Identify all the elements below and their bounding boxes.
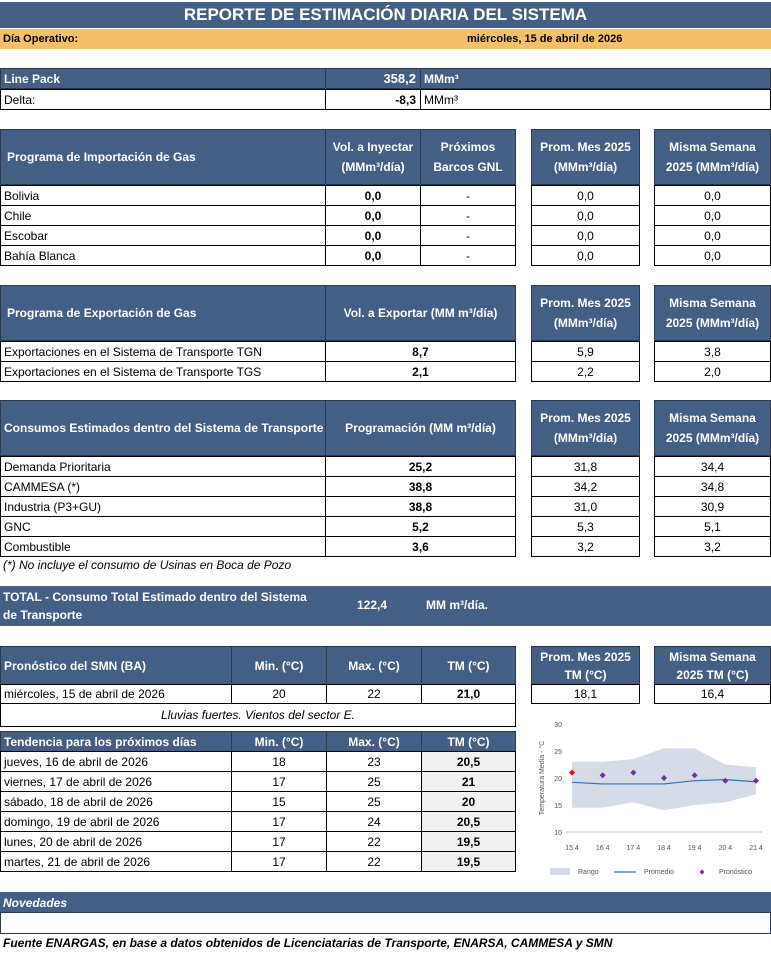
import-row-name: Chile xyxy=(0,205,326,226)
trend-row-min: 17 xyxy=(231,811,327,832)
import-title: Programa de Importación de Gas xyxy=(0,129,326,185)
consumo-row-prom: 31,8 xyxy=(531,456,640,477)
smn-today-date: miércoles, 15 de abril de 2026 xyxy=(0,684,232,704)
chart-y-tick: 25 xyxy=(554,749,562,756)
novedades-header: Novedades xyxy=(0,892,771,913)
trend-row-max: 22 xyxy=(326,831,422,852)
trend-row-max: 23 xyxy=(326,751,422,772)
import-col-prom: Prom. Mes 2025 (MMm³/día) xyxy=(531,129,640,185)
consumo-row-prom: 31,0 xyxy=(531,496,640,517)
chart-legend-average-label: Promedio xyxy=(644,869,674,876)
report-title: REPORTE DE ESTIMACIÓN DIARIA DEL SISTEMA xyxy=(0,2,771,28)
import-row-prom: 0,0 xyxy=(531,225,640,246)
import-row-ships: - xyxy=(420,245,516,266)
trend-row-date: martes, 21 de abril de 2026 xyxy=(0,851,232,872)
total-unit: MM m³/día. xyxy=(426,598,488,612)
operative-day-label: Día Operativo: xyxy=(3,33,79,45)
consumo-row-name: CAMMESA (*) xyxy=(0,476,326,497)
trend-row-date: viernes, 17 de abril de 2026 xyxy=(0,771,232,792)
novedades-body xyxy=(0,912,771,934)
consumo-row-prom: 3,2 xyxy=(531,536,640,557)
export-col-vol: Vol. a Exportar (MM m³/día) xyxy=(325,285,516,341)
chart-x-tick: 19 4 xyxy=(687,845,702,852)
smn-col-max: Max. (°C) xyxy=(326,646,422,685)
trend-row-date: sábado, 18 de abril de 2026 xyxy=(0,791,232,812)
delta-unit: MMm³ xyxy=(420,89,771,110)
consumo-row-prog: 38,8 xyxy=(325,496,516,517)
consumo-note: (*) No incluye el consumo de Usinas en Boca de Pozo xyxy=(3,558,292,572)
trend-col-min: Min. (°C) xyxy=(231,731,327,752)
consumo-col-prog: Programación (MM m³/día) xyxy=(325,400,516,456)
import-row-prom: 0,0 xyxy=(531,245,640,266)
linepack-unit: MMm³ xyxy=(420,68,771,89)
import-row-name: Bolivia xyxy=(0,185,326,206)
delta-label: Delta: xyxy=(0,89,326,110)
import-row-vol: 0,0 xyxy=(325,225,421,246)
import-row-ships: - xyxy=(420,225,516,246)
trend-col-tm: TM (°C) xyxy=(421,731,516,752)
consumo-row-misma: 34,8 xyxy=(654,476,771,497)
smn-comment: Lluvias fuertes. Vientos del sector E. xyxy=(0,703,516,727)
trend-title: Tendencia para los próximos días xyxy=(0,731,232,752)
import-row-vol: 0,0 xyxy=(325,245,421,266)
trend-col-max: Max. (°C) xyxy=(326,731,422,752)
export-title: Programa de Exportación de Gas xyxy=(0,285,326,341)
total-bar xyxy=(0,586,771,626)
export-row-vol: 2,1 xyxy=(325,361,516,382)
chart-x-tick: 16 4 xyxy=(595,845,610,852)
import-row-name: Escobar xyxy=(0,225,326,246)
import-row-prom: 0,0 xyxy=(531,205,640,226)
consumo-row-misma: 3,2 xyxy=(654,536,771,557)
trend-row-min: 17 xyxy=(231,831,327,852)
chart-legend-forecast-swatch xyxy=(700,870,705,875)
consumo-row-name: Demanda Prioritaria xyxy=(0,456,326,477)
trend-row-min: 15 xyxy=(231,791,327,812)
import-row-misma: 0,0 xyxy=(654,185,771,206)
delta-value: -8,3 xyxy=(325,89,421,110)
consumo-row-name: Combustible xyxy=(0,536,326,557)
chart-legend-range-label: Rango xyxy=(578,869,599,876)
trend-row-tm: 20,5 xyxy=(421,751,516,772)
smn-today-prom: 18,1 xyxy=(531,684,640,704)
operative-day-bar xyxy=(0,29,771,49)
trend-row-max: 22 xyxy=(326,851,422,872)
trend-row-min: 17 xyxy=(231,851,327,872)
import-row-misma: 0,0 xyxy=(654,205,771,226)
trend-row-date: jueves, 16 de abril de 2026 xyxy=(0,751,232,772)
consumo-row-name: GNC xyxy=(0,516,326,537)
consumo-row-prog: 3,6 xyxy=(325,536,516,557)
chart-x-tick: 18 4 xyxy=(657,845,671,852)
export-row-misma: 3,8 xyxy=(654,341,771,362)
consumo-row-prom: 34,2 xyxy=(531,476,640,497)
chart-legend-forecast-label: Pronóstico xyxy=(719,869,753,876)
chart-x-tick: 20 4 xyxy=(718,845,733,852)
trend-row-tm: 20,5 xyxy=(421,811,516,832)
trend-row-min: 18 xyxy=(231,751,327,772)
consumo-row-misma: 34,4 xyxy=(654,456,771,477)
consumo-col-prom: Prom. Mes 2025 (MMm³/día) xyxy=(531,400,640,456)
smn-title: Pronóstico del SMN (BA) xyxy=(0,646,232,685)
consumo-title: Consumos Estimados dentro del Sistema de Transporte xyxy=(0,400,326,456)
export-row-name: Exportaciones en el Sistema de Transporte TGN xyxy=(0,341,326,362)
chart-x-tick: 15 4 xyxy=(565,845,579,852)
export-col-misma: Misma Semana 2025 (MMm³/día) xyxy=(654,285,771,341)
smn-col-min: Min. (°C) xyxy=(231,646,327,685)
import-row-misma: 0,0 xyxy=(654,225,771,246)
export-row-prom: 5,9 xyxy=(531,341,640,362)
export-row-misma: 2,0 xyxy=(654,361,771,382)
import-col-misma: Misma Semana 2025 (MMm³/día) xyxy=(654,129,771,185)
export-col-prom: Prom. Mes 2025 (MMm³/día) xyxy=(531,285,640,341)
consumo-col-misma: Misma Semana 2025 (MMm³/día) xyxy=(654,400,771,456)
trend-row-date: lunes, 20 de abril de 2026 xyxy=(0,831,232,852)
operative-day-value: miércoles, 15 de abril de 2026 xyxy=(467,33,623,45)
export-row-prom: 2,2 xyxy=(531,361,640,382)
import-row-name: Bahía Blanca xyxy=(0,245,326,266)
smn-col-tm: TM (°C) xyxy=(421,646,516,685)
trend-row-tm: 20 xyxy=(421,791,516,812)
chart-y-tick: 10 xyxy=(554,830,562,837)
total-value: 122,4 xyxy=(357,598,388,612)
linepack-label: Line Pack xyxy=(0,68,326,89)
consumo-row-prom: 5,3 xyxy=(531,516,640,537)
trend-row-max: 25 xyxy=(326,771,422,792)
consumo-row-prog: 5,2 xyxy=(325,516,516,537)
chart-y-tick: 20 xyxy=(554,776,562,783)
smn-col-misma: Misma Semana 2025 TM (°C) xyxy=(654,646,771,685)
temperature-chart xyxy=(524,712,770,882)
smn-col-prom: Prom. Mes 2025 TM (°C) xyxy=(531,646,640,685)
import-row-vol: 0,0 xyxy=(325,205,421,226)
consumo-row-misma: 30,9 xyxy=(654,496,771,517)
trend-row-tm: 19,5 xyxy=(421,831,516,852)
smn-today-tm: 21,0 xyxy=(421,684,516,704)
consumo-row-name: Industria (P3+GU) xyxy=(0,496,326,517)
smn-today-min: 20 xyxy=(231,684,327,704)
import-row-prom: 0,0 xyxy=(531,185,640,206)
trend-row-tm: 19,5 xyxy=(421,851,516,872)
linepack-value: 358,2 xyxy=(325,68,421,89)
trend-row-max: 24 xyxy=(326,811,422,832)
consumo-row-prog: 25,2 xyxy=(325,456,516,477)
trend-row-max: 25 xyxy=(326,791,422,812)
chart-legend-range-swatch xyxy=(550,868,570,875)
import-row-ships: - xyxy=(420,205,516,226)
trend-row-tm: 21 xyxy=(421,771,516,792)
total-label: TOTAL - Consumo Total Estimado dentro del Sistema de Transporte xyxy=(3,590,307,622)
trend-row-date: domingo, 19 de abril de 2026 xyxy=(0,811,232,832)
trend-row-min: 17 xyxy=(231,771,327,792)
import-row-misma: 0,0 xyxy=(654,245,771,266)
consumo-row-misma: 5,1 xyxy=(654,516,771,537)
import-col-vol: Vol. a Inyectar (MMm³/día) xyxy=(325,129,421,185)
consumo-row-prog: 38,8 xyxy=(325,476,516,497)
smn-today-misma: 16,4 xyxy=(654,684,771,704)
smn-today-max: 22 xyxy=(326,684,422,704)
export-row-vol: 8,7 xyxy=(325,341,516,362)
chart-y-tick: 15 xyxy=(554,803,562,810)
export-row-name: Exportaciones en el Sistema de Transporte TGS xyxy=(0,361,326,382)
chart-y-label: Temperatura Media - °C xyxy=(539,740,546,816)
footer-source: Fuente ENARGAS, en base a datos obtenidos de Licenciatarias de Transporte, ENARSA, CAMMESA y SMN xyxy=(3,936,613,950)
import-row-vol: 0,0 xyxy=(325,185,421,206)
chart-x-tick: 21 4 xyxy=(749,845,763,852)
import-row-ships: - xyxy=(420,185,516,206)
chart-y-tick: 30 xyxy=(554,722,562,729)
chart-x-tick: 17 4 xyxy=(626,845,641,852)
import-col-ships: Próximos Barcos GNL xyxy=(420,129,516,185)
